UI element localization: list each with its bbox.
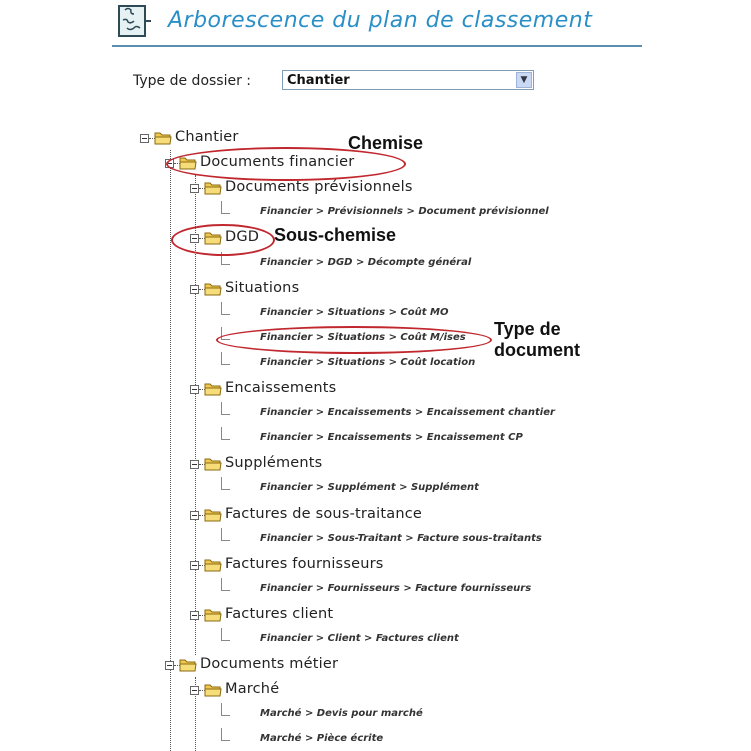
document-type-label[interactable]: Financier > Situations > Coût M/ises: [260, 331, 466, 343]
tree-document-type-row[interactable]: [0, 306, 751, 326]
tree-document-type-row[interactable]: [0, 356, 751, 376]
folder-open-icon: [204, 508, 222, 522]
folder-label[interactable]: Factures de sous-traitance: [225, 505, 423, 522]
folder-label[interactable]: Marché: [225, 681, 280, 698]
tree-document-type-row[interactable]: [0, 205, 751, 225]
tree-folder-row[interactable]: [0, 657, 751, 677]
document-type-label[interactable]: Financier > Encaissements > Encaissement CP: [260, 432, 523, 444]
annotation-type-document-line2: document: [494, 340, 581, 360]
tree-document-type-row[interactable]: [0, 582, 751, 602]
tree-connector: [221, 427, 230, 440]
page-title: Arborescence du plan de classement: [168, 8, 593, 33]
document-type-label[interactable]: Marché > Devis pour marché: [260, 708, 423, 720]
document-type-label[interactable]: Financier > Prévisionnels > Document prévisionnel: [260, 206, 549, 218]
document-type-label[interactable]: Financier > Situations > Coût MO: [260, 306, 449, 318]
folder-label[interactable]: Encaissements: [225, 380, 337, 396]
folder-open-icon: [204, 457, 222, 471]
document-type-label[interactable]: Financier > Situations > Coût location: [260, 356, 476, 368]
collapse-toggle-icon[interactable]: [190, 686, 199, 695]
tree-connector: [221, 352, 230, 365]
folder-open-icon: [204, 282, 222, 296]
document-type-label[interactable]: Financier > Fournisseurs > Facture fournisseurs: [260, 582, 532, 594]
tree-folder-row[interactable]: [0, 381, 751, 401]
tree-connector: [221, 628, 230, 641]
tree-connector: [221, 201, 230, 214]
folder-label[interactable]: Documents financier: [200, 154, 355, 171]
title-divider: [112, 45, 642, 47]
folder-open-icon: [204, 558, 222, 572]
tree-connector: [221, 728, 230, 741]
collapse-toggle-icon[interactable]: [190, 511, 199, 520]
tree-folder-row[interactable]: [0, 507, 751, 527]
collapse-toggle-icon[interactable]: [190, 611, 199, 620]
document-type-label[interactable]: Financier > DGD > Décompte général: [260, 256, 472, 268]
document-type-label[interactable]: Marché > Pièce écrite: [260, 733, 384, 745]
tree-connector: [221, 578, 230, 591]
tree-document-type-row[interactable]: [0, 406, 751, 426]
collapse-toggle-icon[interactable]: [190, 561, 199, 570]
annotation-type-document-line1: Type de: [494, 319, 561, 339]
annotation-chemise: Chemise: [348, 133, 424, 153]
folder-label[interactable]: DGD: [225, 229, 260, 246]
annotation-sous-chemise: Sous-chemise: [274, 225, 397, 245]
tree-connector: [221, 703, 230, 716]
folder-label[interactable]: Factures fournisseurs: [225, 555, 384, 572]
document-type-label[interactable]: Financier > Client > Factures client: [260, 633, 459, 644]
collapse-toggle-icon[interactable]: [190, 184, 199, 193]
collapse-toggle-icon[interactable]: [190, 460, 199, 469]
tree-folder-row[interactable]: [0, 281, 751, 301]
folder-open-icon: [204, 382, 222, 396]
folder-open-icon: [204, 608, 222, 622]
document-type-label[interactable]: Financier > Encaissements > Encaissement chantier: [260, 407, 555, 419]
folder-type-value: Chantier: [287, 73, 350, 88]
folder-type-select[interactable]: [282, 70, 534, 90]
tree-document-type-row[interactable]: [0, 481, 751, 501]
tree-connector: [221, 302, 230, 315]
tree-document-type-row[interactable]: [0, 532, 751, 552]
folder-open-icon: [204, 683, 222, 697]
tree-connector: [221, 528, 230, 541]
collapse-toggle-icon[interactable]: [190, 385, 199, 394]
document-type-label[interactable]: Financier > Supplément > Supplément: [260, 482, 479, 494]
folder-label[interactable]: Suppléments: [225, 455, 323, 472]
tree-connector: [221, 477, 230, 490]
folder-type-label: Type de dossier :: [133, 73, 252, 89]
folder-label[interactable]: Documents métier: [200, 656, 339, 673]
folder-label[interactable]: Factures client: [225, 605, 334, 622]
tree-document-type-row[interactable]: [0, 632, 751, 652]
tree-folder-row[interactable]: [0, 682, 751, 702]
tree-folder-row[interactable]: [0, 557, 751, 577]
tree-folder-row[interactable]: [0, 456, 751, 476]
folder-open-icon: [179, 658, 197, 672]
collapse-toggle-icon[interactable]: [190, 285, 199, 294]
annotation-type-document: [494, 319, 580, 361]
tree-document-type-row[interactable]: [0, 431, 751, 451]
tree-folder-row[interactable]: [0, 180, 751, 200]
tree-document-type-row[interactable]: [0, 707, 751, 727]
tree-connector: [221, 402, 230, 415]
collapse-toggle-icon[interactable]: [140, 134, 149, 143]
puzzle-icon: [117, 4, 151, 38]
document-type-label[interactable]: Financier > Sous-Traitant > Facture sous-traitants: [260, 532, 542, 544]
annotation-ellipse-sous-chemise: [171, 224, 275, 256]
folder-label[interactable]: Documents prévisionnels: [225, 179, 413, 196]
folder-label[interactable]: Situations: [225, 279, 300, 296]
tree-folder-row[interactable]: [0, 607, 751, 627]
folder-open-icon: [204, 181, 222, 195]
collapse-toggle-icon[interactable]: [165, 661, 174, 670]
annotation-ellipse-type-document: [216, 326, 492, 354]
tree-document-type-row[interactable]: [0, 256, 751, 276]
chevron-down-icon[interactable]: ▼: [516, 72, 532, 88]
folder-label[interactable]: Chantier: [175, 129, 239, 145]
tree-document-type-row[interactable]: [0, 732, 751, 751]
folder-open-icon: [154, 131, 172, 145]
